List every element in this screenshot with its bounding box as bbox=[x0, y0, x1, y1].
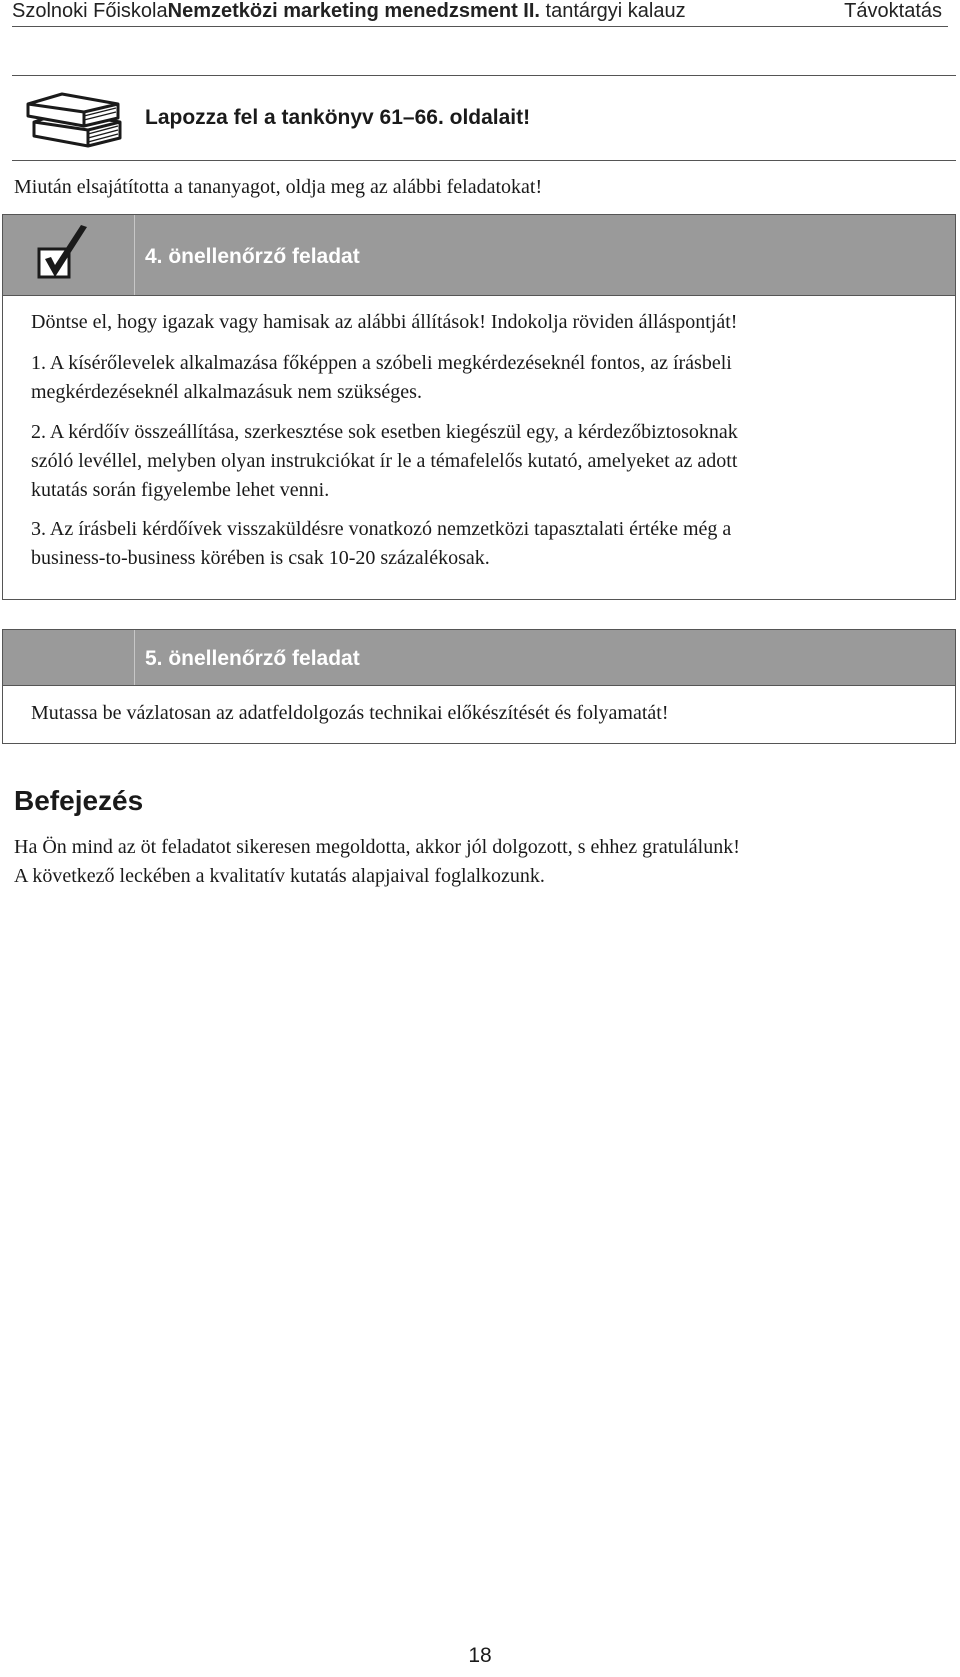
page-number: 18 bbox=[468, 1644, 492, 1667]
task-5-box bbox=[2, 629, 956, 744]
header-mode: Távoktatás bbox=[844, 0, 942, 22]
running-header bbox=[12, 0, 948, 27]
task-4-item-3-line-2: business-to-business körében is csak 10-20 százalékosak. bbox=[31, 547, 490, 569]
reading-instruction: Lapozza fel a tankönyv 61–66. oldalait! bbox=[145, 106, 531, 129]
checkmark-icon bbox=[3, 215, 134, 295]
header-left bbox=[12, 0, 686, 23]
header-school: Szolnoki Főiskola bbox=[12, 0, 168, 22]
task-4-icon-cell bbox=[3, 215, 135, 295]
task-4-item-1-line-2: megkérdezéseknél alkalmazásuk nem szükséges. bbox=[31, 381, 422, 403]
intro-text: Miután elsajátította a tananyagot, oldja meg az alábbi feladatokat! bbox=[14, 176, 543, 198]
task-4-item-3-line-1: 3. Az írásbeli kérdőívek visszaküldésre vonatkozó nemzetközi tapasztalati értéke még a bbox=[31, 518, 732, 540]
conclusion-line-2: A következő leckében a kvalitatív kutatás alapjaival foglalkozunk. bbox=[14, 865, 545, 887]
conclusion-line-1: Ha Ön mind az öt feladatot sikeresen megoldotta, akkor jól dolgozott, s ehhez gratulálunk! bbox=[14, 836, 740, 858]
task-4-instruction: Döntse el, hogy igazak vagy hamisak az alábbi állítások! Indokolja röviden álláspontját! bbox=[31, 311, 738, 333]
reading-assignment-box bbox=[12, 75, 956, 161]
task-5-title: 5. önellenőrző feladat bbox=[145, 647, 360, 670]
task-4-box bbox=[2, 214, 956, 600]
header-guide: tantárgyi kalauz bbox=[539, 0, 686, 22]
books-icon bbox=[24, 88, 128, 150]
task-5-header bbox=[3, 630, 955, 686]
task-5-instruction: Mutassa be vázlatosan az adatfeldolgozás technikai előkészítését és folyamatát! bbox=[31, 702, 669, 724]
task-4-header bbox=[3, 215, 955, 296]
task-4-item-1-line-1: 1. A kísérőlevelek alkalmazása főképpen a szóbeli megkérdezéseknél fontos, az írásbeli bbox=[31, 352, 732, 374]
task-4-item-2-line-2: szóló levéllel, melyben olyan instrukciókat ír le a témafelelős kutató, amelyeket az adott bbox=[31, 450, 738, 472]
conclusion-heading: Befejezés bbox=[14, 785, 144, 816]
task-4-item-2-line-1: 2. A kérdőív összeállítása, szerkesztése sok esetben kiegészül egy, a kérdezőbiztosoknak bbox=[31, 421, 738, 443]
header-course: Nemzetközi marketing menedzsment II. bbox=[167, 0, 540, 22]
task-5-icon-cell bbox=[3, 630, 135, 685]
task-4-item-2-line-3: kutatás során figyelembe lehet venni. bbox=[31, 479, 330, 501]
task-4-title: 4. önellenőrző feladat bbox=[145, 245, 360, 268]
